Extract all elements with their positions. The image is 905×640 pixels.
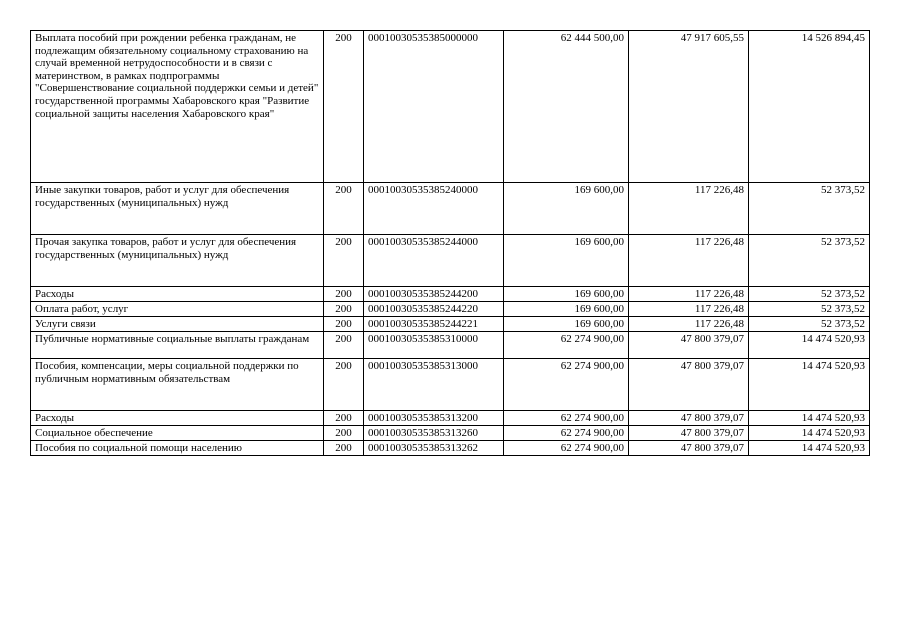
table-row [31,31,870,183]
row-budget-code: 00010030535385240000 [364,183,504,235]
row-name: Пособия, компенсации, меры социальной поддержки по публичным нормативным обязательствам [31,359,324,411]
row-approved-amount: 62 274 900,00 [504,426,629,441]
table-row [31,302,870,317]
row-unexecuted-amount: 14 526 894,45 [749,31,870,183]
row-name: Пособия по социальной помощи населению [31,441,324,456]
table-row [31,411,870,426]
row-budget-code: 00010030535385313260 [364,426,504,441]
row-budget-code: 00010030535385000000 [364,31,504,183]
table-row [31,426,870,441]
row-unexecuted-amount: 14 474 520,93 [749,359,870,411]
row-executed-amount: 47 800 379,07 [629,426,749,441]
row-line-code: 200 [324,411,364,426]
row-budget-code: 00010030535385313000 [364,359,504,411]
row-line-code: 200 [324,183,364,235]
row-unexecuted-amount: 52 373,52 [749,235,870,287]
row-unexecuted-amount: 14 474 520,93 [749,411,870,426]
row-name: Публичные нормативные социальные выплаты гражданам [31,332,324,359]
row-executed-amount: 117 226,48 [629,317,749,332]
row-line-code: 200 [324,317,364,332]
row-line-code: 200 [324,31,364,183]
row-executed-amount: 117 226,48 [629,183,749,235]
row-executed-amount: 117 226,48 [629,287,749,302]
row-line-code: 200 [324,441,364,456]
row-executed-amount: 47 800 379,07 [629,411,749,426]
row-name: Иные закупки товаров, работ и услуг для обеспечения государственных (муниципальных) нужд [31,183,324,235]
row-name: Расходы [31,287,324,302]
row-line-code: 200 [324,302,364,317]
row-name: Оплата работ, услуг [31,302,324,317]
row-executed-amount: 47 800 379,07 [629,441,749,456]
row-line-code: 200 [324,235,364,287]
row-name: Расходы [31,411,324,426]
row-unexecuted-amount: 14 474 520,93 [749,441,870,456]
table-row [31,332,870,359]
row-approved-amount: 169 600,00 [504,235,629,287]
row-unexecuted-amount: 52 373,52 [749,302,870,317]
row-approved-amount: 62 274 900,00 [504,332,629,359]
table-row [31,359,870,411]
row-budget-code: 00010030535385313200 [364,411,504,426]
row-line-code: 200 [324,287,364,302]
row-executed-amount: 47 800 379,07 [629,359,749,411]
row-unexecuted-amount: 14 474 520,93 [749,332,870,359]
row-unexecuted-amount: 52 373,52 [749,183,870,235]
row-budget-code: 00010030535385244220 [364,302,504,317]
row-line-code: 200 [324,426,364,441]
row-approved-amount: 169 600,00 [504,287,629,302]
row-approved-amount: 169 600,00 [504,183,629,235]
row-unexecuted-amount: 52 373,52 [749,317,870,332]
row-budget-code: 00010030535385313262 [364,441,504,456]
row-budget-code: 00010030535385244200 [364,287,504,302]
row-name: Социальное обеспечение [31,426,324,441]
row-budget-code: 00010030535385310000 [364,332,504,359]
row-executed-amount: 117 226,48 [629,302,749,317]
row-name: Прочая закупка товаров, работ и услуг для обеспечения государственных (муниципальных) нужд [31,235,324,287]
row-budget-code: 00010030535385244221 [364,317,504,332]
row-name: Услуги связи [31,317,324,332]
row-approved-amount: 62 444 500,00 [504,31,629,183]
budget-execution-table [30,30,870,456]
table-row [31,183,870,235]
row-approved-amount: 62 274 900,00 [504,411,629,426]
row-approved-amount: 169 600,00 [504,317,629,332]
row-unexecuted-amount: 14 474 520,93 [749,426,870,441]
row-line-code: 200 [324,332,364,359]
row-approved-amount: 62 274 900,00 [504,359,629,411]
row-budget-code: 00010030535385244000 [364,235,504,287]
row-name: Выплата пособий при рождении ребенка гражданам, не подлежащим обязательному социальному страхованию на случай временной нетрудоспособности и в связи с материнством, в рамках подпрограммы "Совершенствование социальной поддержки семьи и детей" государственной программы Хабаровского края "Развитие социальной защиты населения Хабаровского края" [31,31,324,183]
table-row [31,287,870,302]
table-row [31,441,870,456]
row-executed-amount: 117 226,48 [629,235,749,287]
row-approved-amount: 62 274 900,00 [504,441,629,456]
row-unexecuted-amount: 52 373,52 [749,287,870,302]
table-row [31,317,870,332]
table-row [31,235,870,287]
row-line-code: 200 [324,359,364,411]
row-executed-amount: 47 800 379,07 [629,332,749,359]
row-executed-amount: 47 917 605,55 [629,31,749,183]
row-approved-amount: 169 600,00 [504,302,629,317]
